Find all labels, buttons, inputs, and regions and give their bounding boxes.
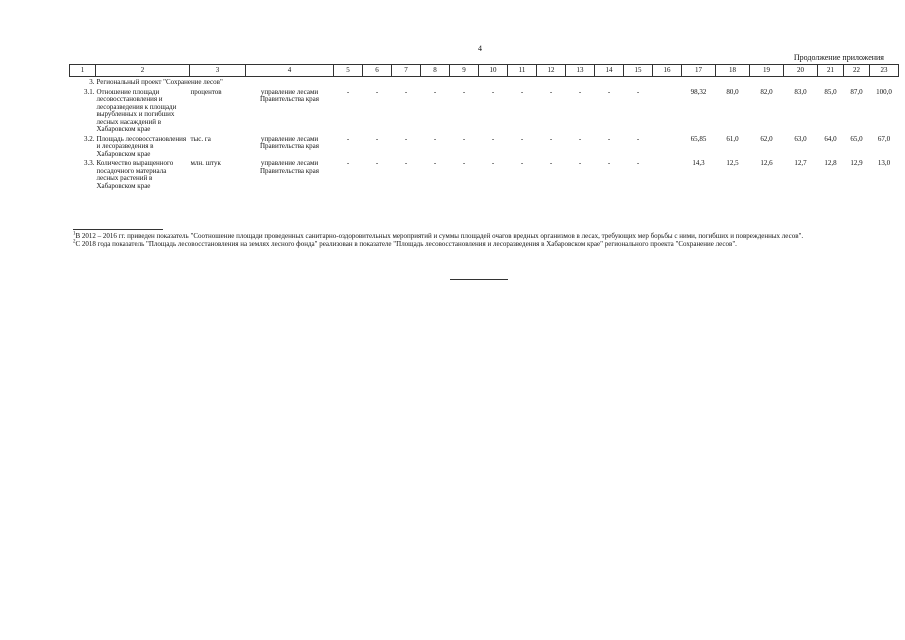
value-cell: - — [549, 134, 553, 143]
value-cell: - — [404, 87, 408, 96]
value-cell: 13,0 — [877, 159, 891, 167]
column-header: 20 — [784, 65, 818, 77]
column-header: 8 — [421, 65, 450, 77]
footnote-mark: 1 — [73, 231, 76, 237]
value-cell: - — [433, 134, 437, 143]
footnote-text: С 2018 года показатель "Площадь лесовосстановления на землях лесного фонда" реализован в показателе "Площадь лесовосстановления и лесоразведения в Хабаровском крае" регионального проекта "Сохранение лесов". — [75, 239, 737, 248]
footnote-text: В 2012 – 2016 гг. приведен показатель "Соотношение площади проведенных санитарно-оздоровительных мероприятий и суммы площадей очагов вредных организмов в лесах, требующих мер борьбы с ними, погибших и поврежденных лесов". — [75, 232, 804, 240]
column-header: 1 — [70, 65, 96, 77]
column-header: 4 — [246, 65, 334, 77]
value-cell: 82,0 — [760, 87, 773, 96]
value-cell: - — [375, 134, 379, 143]
value-cell: 12,7 — [794, 159, 807, 167]
table-row — [70, 87, 899, 134]
column-header: 9 — [450, 65, 479, 77]
value-cell — [653, 158, 682, 190]
unit-cell: млн. штук — [190, 159, 221, 167]
value-cell: 80,0 — [726, 87, 739, 96]
value-cell: 83,0 — [794, 87, 807, 96]
column-header: 10 — [479, 65, 508, 77]
value-cell: 12,5 — [726, 159, 739, 167]
footnote — [73, 241, 878, 249]
continuation-label: Продолжение приложения — [793, 53, 884, 62]
value-cell: - — [549, 159, 553, 167]
value-cell — [653, 87, 682, 134]
row-number: 3.2. — [84, 134, 95, 143]
value-cell: 62,0 — [760, 134, 773, 143]
footnote-mark: 2 — [73, 239, 76, 245]
value-cell: - — [636, 159, 640, 167]
column-header: 18 — [716, 65, 750, 77]
value-cell: - — [607, 87, 611, 96]
row-number: 3.3. — [84, 159, 95, 167]
value-cell: 98,32 — [690, 87, 707, 96]
column-header: 13 — [566, 65, 595, 77]
value-cell: - — [636, 134, 640, 143]
indicators-table — [69, 64, 899, 190]
indicator-name: Количество выращенного посадочного материала лесных растений в Хабаровском крае — [96, 159, 174, 190]
value-cell: - — [520, 159, 524, 167]
column-header: 12 — [537, 65, 566, 77]
column-header: 15 — [624, 65, 653, 77]
value-cell: - — [404, 159, 408, 167]
responsible-org: управление лесами Правительства края — [259, 159, 320, 175]
section-row — [70, 77, 899, 87]
value-cell: - — [520, 87, 524, 96]
value-cell: - — [404, 134, 408, 143]
column-header: 14 — [595, 65, 624, 77]
end-divider — [450, 279, 508, 280]
header-row — [70, 65, 899, 77]
value-cell: - — [346, 159, 350, 167]
value-cell: - — [433, 159, 437, 167]
value-cell: - — [578, 134, 582, 143]
responsible-org: управление лесами Правительства края — [259, 134, 320, 150]
column-header: 5 — [334, 65, 363, 77]
value-cell: - — [520, 134, 524, 143]
column-header: 6 — [363, 65, 392, 77]
column-header: 21 — [818, 65, 844, 77]
value-cell: 12,8 — [824, 159, 837, 167]
value-cell: - — [462, 159, 466, 167]
value-cell: - — [462, 134, 466, 143]
column-header: 23 — [870, 65, 899, 77]
value-cell: - — [607, 159, 611, 167]
table-row — [70, 158, 899, 190]
column-header: 3 — [190, 65, 246, 77]
indicator-name: Отношение площади лесовосстановления и лесоразведения к площади вырубленных и погибших лесных насаждений в Хабаровском крае — [96, 87, 177, 133]
unit-cell: процентов — [190, 87, 222, 96]
value-cell: - — [375, 159, 379, 167]
footnotes — [73, 233, 878, 248]
value-cell: - — [578, 159, 582, 167]
column-header: 17 — [682, 65, 716, 77]
unit-cell: тыс. га — [190, 134, 211, 143]
value-cell: 12,6 — [760, 159, 773, 167]
value-cell: 67,0 — [877, 134, 891, 143]
indicator-name: Площадь лесовосстановления и лесоразведения в Хабаровском крае — [96, 134, 187, 158]
column-header: 16 — [653, 65, 682, 77]
value-cell — [653, 134, 682, 159]
column-header: 7 — [392, 65, 421, 77]
value-cell: - — [578, 87, 582, 96]
column-header: 22 — [844, 65, 870, 77]
value-cell: - — [433, 87, 437, 96]
section-title: Региональный проект "Сохранение лесов" — [96, 78, 223, 86]
column-header: 11 — [508, 65, 537, 77]
value-cell: 61,0 — [726, 134, 739, 143]
value-cell: 12,9 — [850, 159, 863, 167]
responsible-org: управление лесами Правительства края — [259, 87, 320, 103]
value-cell: - — [491, 159, 495, 167]
column-header: 2 — [96, 65, 190, 77]
value-cell: 14,3 — [692, 159, 705, 167]
value-cell: - — [549, 87, 553, 96]
value-cell: - — [346, 87, 350, 96]
footnote-divider — [73, 229, 163, 230]
value-cell: - — [462, 87, 466, 96]
value-cell: - — [491, 134, 495, 143]
value-cell: 64,0 — [824, 134, 837, 143]
row-number: 3.1. — [84, 87, 95, 96]
page-number: 4 — [478, 44, 482, 53]
value-cell: 65,85 — [690, 134, 707, 143]
value-cell: 63,0 — [794, 134, 807, 143]
value-cell: - — [636, 87, 640, 96]
value-cell: - — [491, 87, 495, 96]
value-cell: 100,0 — [876, 87, 892, 96]
value-cell: - — [346, 134, 350, 143]
value-cell: 85,0 — [824, 87, 837, 96]
value-cell: 87,0 — [850, 87, 863, 96]
table-row — [70, 134, 899, 159]
value-cell: - — [607, 134, 611, 143]
section-number: 3. — [89, 78, 95, 86]
value-cell: 65,0 — [850, 134, 863, 143]
value-cell: - — [375, 87, 379, 96]
column-header: 19 — [750, 65, 784, 77]
